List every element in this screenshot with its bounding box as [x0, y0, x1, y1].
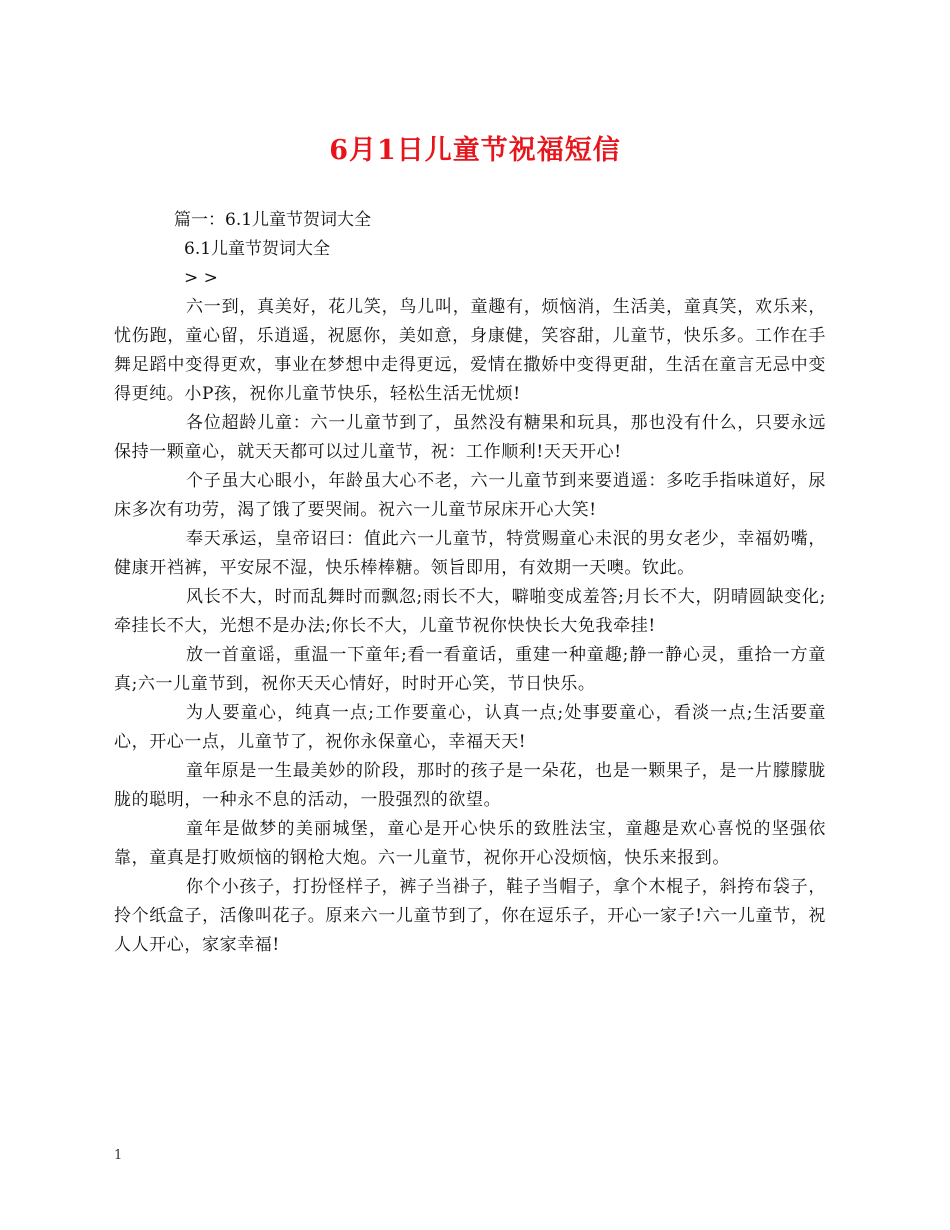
document-title: 6月1日儿童节祝福短信: [329, 135, 621, 166]
paragraph-2: 各位超龄儿童：六一儿童节到了，虽然没有糖果和玩具，那也没有什么，只要永远保持一颗童心，就天天都可以过儿童节，祝：工作顺利!天天开心!: [114, 413, 826, 462]
document-body: [114, 206, 826, 960]
paragraph-8: 童年原是一生最美妙的阶段，那时的孩子是一朵花，也是一颗果子，是一片朦朦胧胧的聪明，一种永不息的活动，一股强烈的欲望。: [114, 761, 826, 810]
paragraph-4: 奉天承运，皇帝诏曰：值此六一儿童节，特赏赐童心未泯的男女老少，幸福奶嘴，健康开裆裤，平安尿不湿，快乐棒棒糖。领旨即用，有效期一天噢。钦此。: [114, 529, 826, 578]
paragraph-9: 童年是做梦的美丽城堡，童心是开心快乐的致胜法宝，童趣是欢心喜悦的坚强依靠，童真是打败烦恼的钢枪大炮。六一儿童节，祝你开心没烦恼，快乐来报到。: [114, 819, 826, 868]
paragraph-10: 你个小孩子，打扮怪样子，裤子当褂子，鞋子当帽子，拿个木棍子，斜挎布袋子，拎个纸盒子，活像叫花子。原来六一儿童节到了，你在逗乐子，开心一家子!六一儿童节，祝人人开心，家家幸福!: [114, 877, 826, 955]
paragraph-3: 个子虽大心眼小，年龄虽大心不老，六一儿童节到来要逍遥：多吃手指味道好，尿床多次有功劳，渴了饿了要哭闹。祝六一儿童节尿床开心大笑!: [114, 471, 826, 520]
paragraph-7: 为人要童心，纯真一点;工作要童心，认真一点;处事要童心，看淡一点;生活要童心，开心一点，儿童节了，祝你永保童心，幸福天天!: [114, 703, 826, 752]
section-heading: 篇一：6.1儿童节贺词大全: [174, 210, 372, 230]
arrow-marks: > >: [184, 268, 218, 288]
sub-heading: 6.1儿童节贺词大全: [184, 239, 331, 259]
paragraph-5: 风长不大，时而乱舞时而飘忽;雨长不大，噼啪变成羞答;月长不大，阴晴圆缺变化;牵挂长不大，光想不是办法;你长不大，儿童节祝你快快长大免我牵挂!: [114, 587, 826, 636]
page-number: 1: [114, 1148, 123, 1163]
paragraph-1: 六一到，真美好，花儿笑，鸟儿叫，童趣有，烦恼消，生活美，童真笑，欢乐来，忧伤跑，童心留，乐逍遥，祝愿你，美如意，身康健，笑容甜，儿童节，快乐多。工作在手舞足蹈中变得更欢，事业在梦想中走得更远，爱情在撒娇中变得更甜，生活在童言无忌中变得更纯。小P孩，祝你儿童节快乐，轻松生活无忧烦!: [114, 297, 826, 404]
paragraph-6: 放一首童谣，重温一下童年;看一看童话，重建一种童趣;静一静心灵，重拾一方童真;六一儿童节到，祝你天天心情好，时时开心笑，节日快乐。: [114, 645, 826, 694]
